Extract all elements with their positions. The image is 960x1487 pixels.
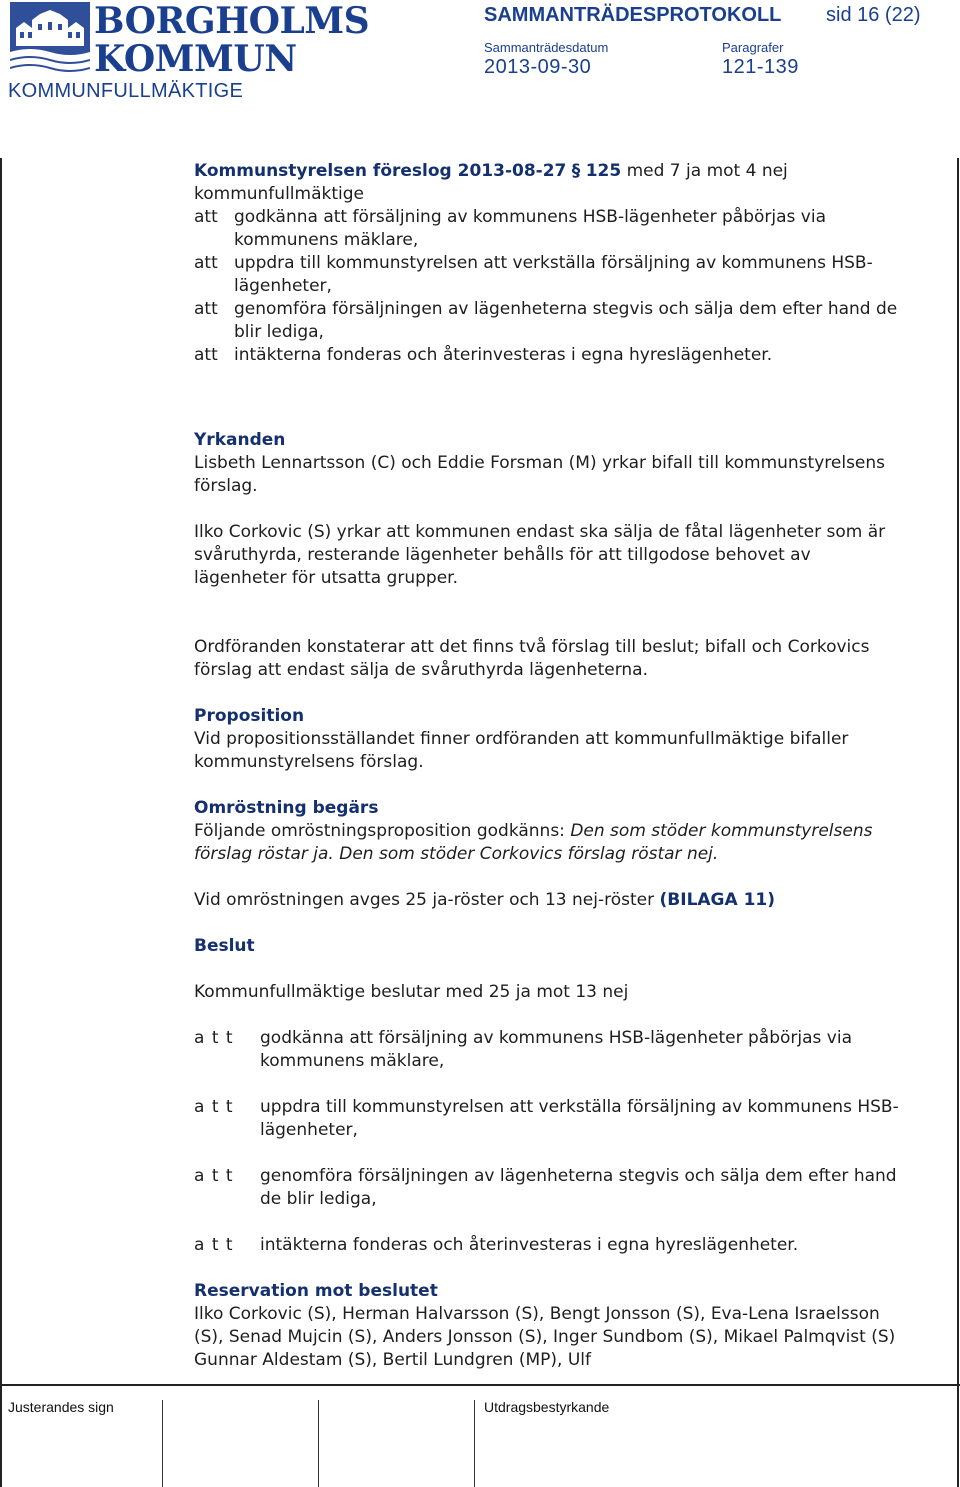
org-name-line2: KOMMUN [94,38,297,80]
spacer [194,958,904,981]
omrostning-text-italic: Den som stöder kommunstyrelsens förslag röstar ja. Den som stöder Corkovics förslag röstar nej. [194,821,873,864]
spacer [194,590,904,636]
proposition-text: Vid propositionsställandet finner ordföranden att kommunfullmäktige bifaller kommunstyrelsens förslag. [194,729,849,772]
spacer [194,498,904,521]
yrkanden-paragraph-2: Ilko Corkovic (S) yrkar att kommunen endast ska sälja de fåtal lägenheter som är svåruthyrda, resterande lägenheter behålls för att tillgodose behovet av lägenheter för utsatta grupper. [194,522,886,588]
decision-text: genomföra försäljningen av lägenheterna stegvis och sälja dem efter hand de blir lediga, [260,1166,897,1209]
yrkanden-paragraph-1: Lisbeth Lennartsson (C) och Eddie Forsman (M) yrkar bifall till kommunstyrelsens förslag. [194,453,886,496]
castle-crest-icon [10,2,90,78]
section-sign: § [571,161,581,181]
beslut-heading: Beslut [194,936,255,956]
spacer [194,866,904,889]
protocol-title: SAMMANTRÄDESPROTOKOLL [484,4,782,26]
intro-item [194,298,904,344]
intro-item [194,206,904,252]
spacer [194,1142,904,1165]
decision-text: godkänna att försäljning av kommunens HSB-lägenheter påbörjas via kommunens mäklare, [260,1028,852,1071]
meeting-date-label: Sammanträdesdatum [484,40,609,55]
footer-rule [0,1384,960,1386]
municipality-logo [10,2,90,78]
spacer [194,1073,904,1096]
extract-certification-label: Utdragsbestyrkande [484,1399,610,1415]
spacer [194,912,904,935]
intro-item-text: uppdra till kommunstyrelsen att verkställa försäljning av kommunens HSB-lägenheter, [234,253,873,296]
section-number: 125 [585,161,622,181]
decision-keyword: a t t [194,1028,234,1048]
intro-lead [194,160,904,183]
spacer [194,682,904,705]
proposition-heading: Proposition [194,706,305,726]
intro-lead-bold: Kommunstyrelsen föreslog 2013-08-27 [194,161,567,181]
reservation-text: Ilko Corkovic (S), Herman Halvarsson (S), Bengt Jonsson (S), Eva-Lena Israelsson (S), Senad Mujcin (S), Anders Jonsson (S), Inger Sundbom (S), Mikael Palmqvist (S) Gunnar Aldestam (S), Bertil Lundgren (MP), Ulf [194,1304,896,1370]
governing-body-name: KOMMUNFULLMÄKTIGE [8,80,244,102]
vote-result-text: Vid omröstningen avges 25 ja-röster och 13 nej-röster [194,890,660,910]
omrostning-text-plain: Följande omröstningsproposition godkänns: [194,821,571,841]
decision-keyword: a t t [194,1235,234,1255]
protocol-body [194,160,904,1372]
decision-item [194,1027,904,1073]
signature-box-divider [318,1400,319,1487]
signature-box-divider [474,1400,475,1487]
signature-label: Justerandes sign [8,1399,114,1415]
decision-keyword: a t t [194,1097,234,1117]
vote-result [194,889,904,912]
intro-item [194,252,904,298]
org-name-line1: BORGHOLMS [94,0,370,42]
reservation-heading: Reservation mot beslutet [194,1281,438,1301]
decision-text: intäkterna fonderas och återinvesteras i egna hyreslägenheter. [260,1235,799,1255]
intro-item [194,344,904,367]
attachment-reference: (BILAGA 11) [659,890,776,910]
spacer [194,1211,904,1234]
intro-item-keyword: att [194,299,218,319]
signature-box-divider [162,1400,163,1487]
page-number: sid 16 (22) [826,4,921,26]
intro-item-keyword: att [194,345,218,365]
decision-text: uppdra till kommunstyrelsen att verkställa försäljning av kommunens HSB-lägenheter, [260,1097,899,1140]
omrostning-text [194,820,904,866]
right-margin-rule [957,158,959,1487]
spacer [194,774,904,797]
omrostning-heading: Omröstning begärs [194,798,379,818]
beslut-lead: Kommunfullmäktige beslutar med 25 ja mot 13 nej [194,982,629,1002]
intro-lead-line2: kommunfullmäktige [194,184,364,204]
yrkanden-heading: Yrkanden [194,430,286,450]
paragraphs-label: Paragrafer [722,40,784,55]
intro-item-text: intäkterna fonderas och återinvesteras i egna hyreslägenheter. [234,345,773,365]
spacer [194,1257,904,1280]
spacer [194,367,904,429]
decision-item [194,1096,904,1142]
intro-item-text: godkänna att försäljning av kommunens HSB-lägenheter påbörjas via kommunens mäklare, [234,207,826,250]
spacer [194,1004,904,1027]
decision-keyword: a t t [194,1166,234,1186]
paragraphs-value: 121-139 [722,56,799,78]
intro-item-keyword: att [194,207,218,227]
intro-item-keyword: att [194,253,218,273]
decision-item [194,1234,904,1257]
decision-item [194,1165,904,1211]
yrkanden-paragraph-3: Ordföranden konstaterar att det finns två förslag till beslut; bifall och Corkovics förslag att endast sälja de svåruthyrda lägenheterna. [194,637,870,680]
meeting-date-value: 2013-09-30 [484,56,592,78]
left-margin-rule [0,158,2,1487]
intro-item-text: genomföra försäljningen av lägenheterna stegvis och sälja dem efter hand de blir lediga, [234,299,898,342]
intro-lead-rest: med 7 ja mot 4 nej [621,161,788,181]
